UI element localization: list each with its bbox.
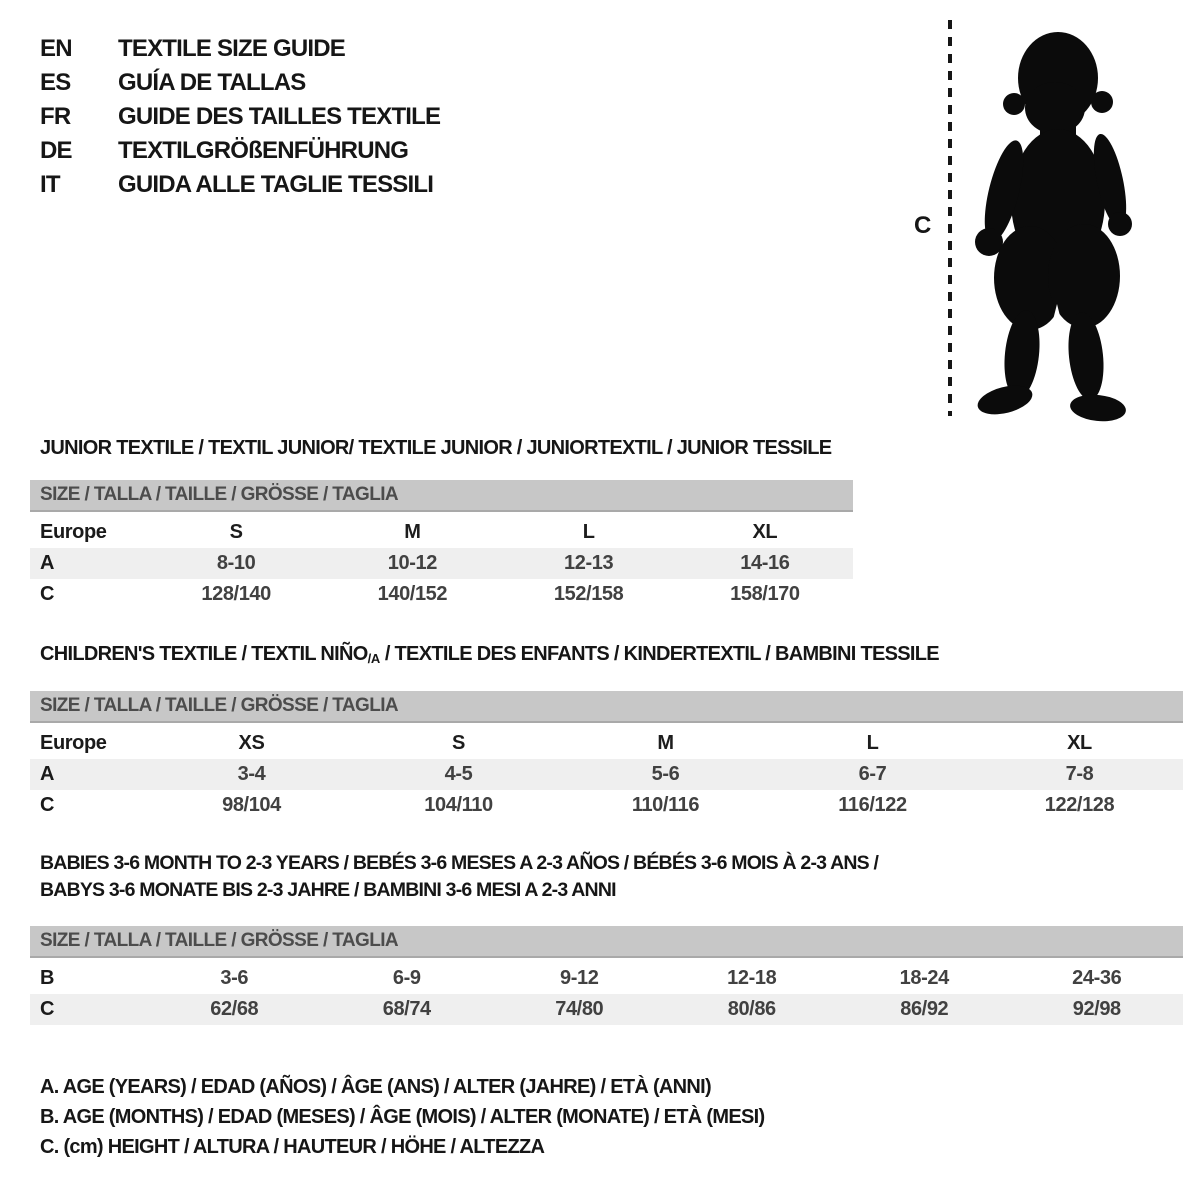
language-row (40, 66, 440, 100)
language-code: EN (40, 35, 72, 62)
language-row (40, 100, 440, 134)
table-row (30, 517, 853, 548)
row-label: C (40, 583, 55, 605)
language-label: GUÍA DE TALLAS (118, 69, 306, 96)
row-label: C (40, 794, 55, 816)
legend-line-b: B. AGE (MONTHS) / EDAD (MESES) / ÂGE (MOIS) / ALTER (MONATE) / ETÀ (MESI) (40, 1106, 765, 1128)
cell-value: 9-12 (560, 967, 599, 989)
legend-line-c: C. (cm) HEIGHT / ALTURA / HAUTEUR / HÖHE / ALTEZZA (40, 1136, 545, 1158)
cell-value: 10-12 (387, 552, 437, 574)
cell-value: 80/86 (727, 998, 776, 1020)
cell-value: 74/80 (555, 998, 604, 1020)
size-header-bar (30, 691, 1183, 723)
cell-value: 12-13 (564, 552, 614, 574)
cell-value: 152/158 (553, 583, 624, 605)
cell-value: 6-9 (392, 967, 421, 989)
cell-value: 98/104 (222, 794, 281, 816)
size-header-label: SIZE / TALLA / TAILLE / GRÖSSE / TAGLIA (40, 930, 399, 951)
language-row (40, 32, 440, 66)
size-header-bar (30, 926, 1183, 958)
section-title (40, 642, 1183, 671)
cell-value: XS (238, 732, 265, 754)
cell-value: L (866, 732, 879, 754)
table-row (30, 790, 1183, 821)
language-code: ES (40, 69, 71, 96)
cell-value: M (657, 732, 674, 754)
cell-value: 92/98 (1072, 998, 1121, 1020)
language-label: GUIDA ALLE TAGLIE TESSILI (118, 171, 434, 198)
cell-value: 12-18 (727, 967, 777, 989)
cell-value: 3-6 (220, 967, 249, 989)
cell-value: S (452, 732, 465, 754)
cell-value: M (404, 521, 421, 543)
cell-value: XL (752, 521, 778, 543)
size-header-bar (30, 480, 853, 512)
height-measure-label: C (914, 212, 932, 239)
cell-value: 3-4 (237, 763, 266, 785)
cell-value: 128/140 (201, 583, 271, 605)
cell-value: 14-16 (740, 552, 790, 574)
language-label: GUIDE DES TAILLES TEXTILE (118, 103, 441, 130)
cell-value: XL (1067, 732, 1092, 754)
measurement-legend (40, 1072, 764, 1162)
table-row (30, 994, 1183, 1025)
cell-value: 110/116 (631, 794, 700, 816)
language-code: DE (40, 137, 72, 164)
language-code: FR (40, 103, 71, 130)
section-title: BABIES 3-6 MONTH TO 2-3 YEARS / BEBÉS 3-6 MESES A 2-3 AÑOS / BÉBÉS 3-6 MOIS À 2-3 ANS / BABYS 3-6 MONATE BIS 2-3 JAHRE / BAMBINI 3-6 MESI A 2-3 ANNI (40, 852, 879, 901)
height-measure-dashed-line (948, 20, 952, 416)
language-title-block (40, 32, 440, 202)
cell-value: 8-10 (216, 552, 256, 574)
language-label: TEXTILGRÖßENFÜHRUNG (118, 137, 409, 164)
cell-value: 104/110 (424, 794, 493, 816)
cell-value: 68/74 (382, 998, 431, 1020)
cell-value: 122/128 (1044, 794, 1115, 816)
language-row (40, 134, 440, 168)
language-code: IT (40, 171, 60, 198)
table-row (30, 963, 1183, 994)
cell-value: 18-24 (899, 967, 949, 989)
section-babies-textile (30, 850, 1183, 1025)
row-label: Europe (40, 732, 107, 754)
row-label: A (40, 552, 55, 574)
section-children-textile (30, 642, 1183, 821)
table-row (30, 579, 853, 610)
row-label: B (40, 967, 55, 989)
cell-value: 140/152 (377, 583, 448, 605)
cell-value: 6-7 (858, 763, 887, 785)
language-row (40, 168, 440, 202)
row-label: A (40, 763, 55, 785)
children-size-table (30, 728, 1183, 821)
cell-value: 4-5 (444, 763, 473, 785)
cell-value: 5-6 (651, 763, 680, 785)
cell-value: 7-8 (1065, 763, 1094, 785)
cell-value: 24-36 (1072, 967, 1122, 989)
junior-size-table (30, 517, 853, 610)
language-label: TEXTILE SIZE GUIDE (118, 35, 345, 62)
section-title-subscript: /A (367, 651, 380, 666)
section-junior-textile (30, 436, 853, 610)
cell-value: 158/170 (730, 583, 800, 605)
babies-size-table (30, 963, 1183, 1025)
legend-line-a: A. AGE (YEARS) / EDAD (AÑOS) / ÂGE (ANS) / ALTER (JAHRE) / ETÀ (ANNI) (40, 1076, 711, 1098)
size-header-label: SIZE / TALLA / TAILLE / GRÖSSE / TAGLIA (40, 484, 399, 505)
cell-value: 86/92 (900, 998, 949, 1020)
table-row (30, 728, 1183, 759)
cell-value: 116/122 (838, 794, 907, 816)
section-title-rest: / TEXTILE DES ENFANTS / KINDERTEXTIL / BAMBINI TESSILE (379, 643, 939, 665)
cell-value: S (229, 521, 243, 543)
section-title: JUNIOR TEXTILE / TEXTIL JUNIOR/ TEXTILE JUNIOR / JUNIORTEXTIL / JUNIOR TESSILE (40, 437, 832, 459)
row-label: C (40, 998, 55, 1020)
cell-value: 62/68 (210, 998, 259, 1020)
size-header-label: SIZE / TALLA / TAILLE / GRÖSSE / TAGLIA (40, 695, 399, 716)
table-row (30, 548, 853, 579)
toddler-silhouette-image (962, 16, 1140, 424)
table-row (30, 759, 1183, 790)
cell-value: L (582, 521, 595, 543)
row-label: Europe (40, 521, 107, 543)
section-title-main: CHILDREN'S TEXTILE / TEXTIL NIÑO (40, 643, 368, 665)
